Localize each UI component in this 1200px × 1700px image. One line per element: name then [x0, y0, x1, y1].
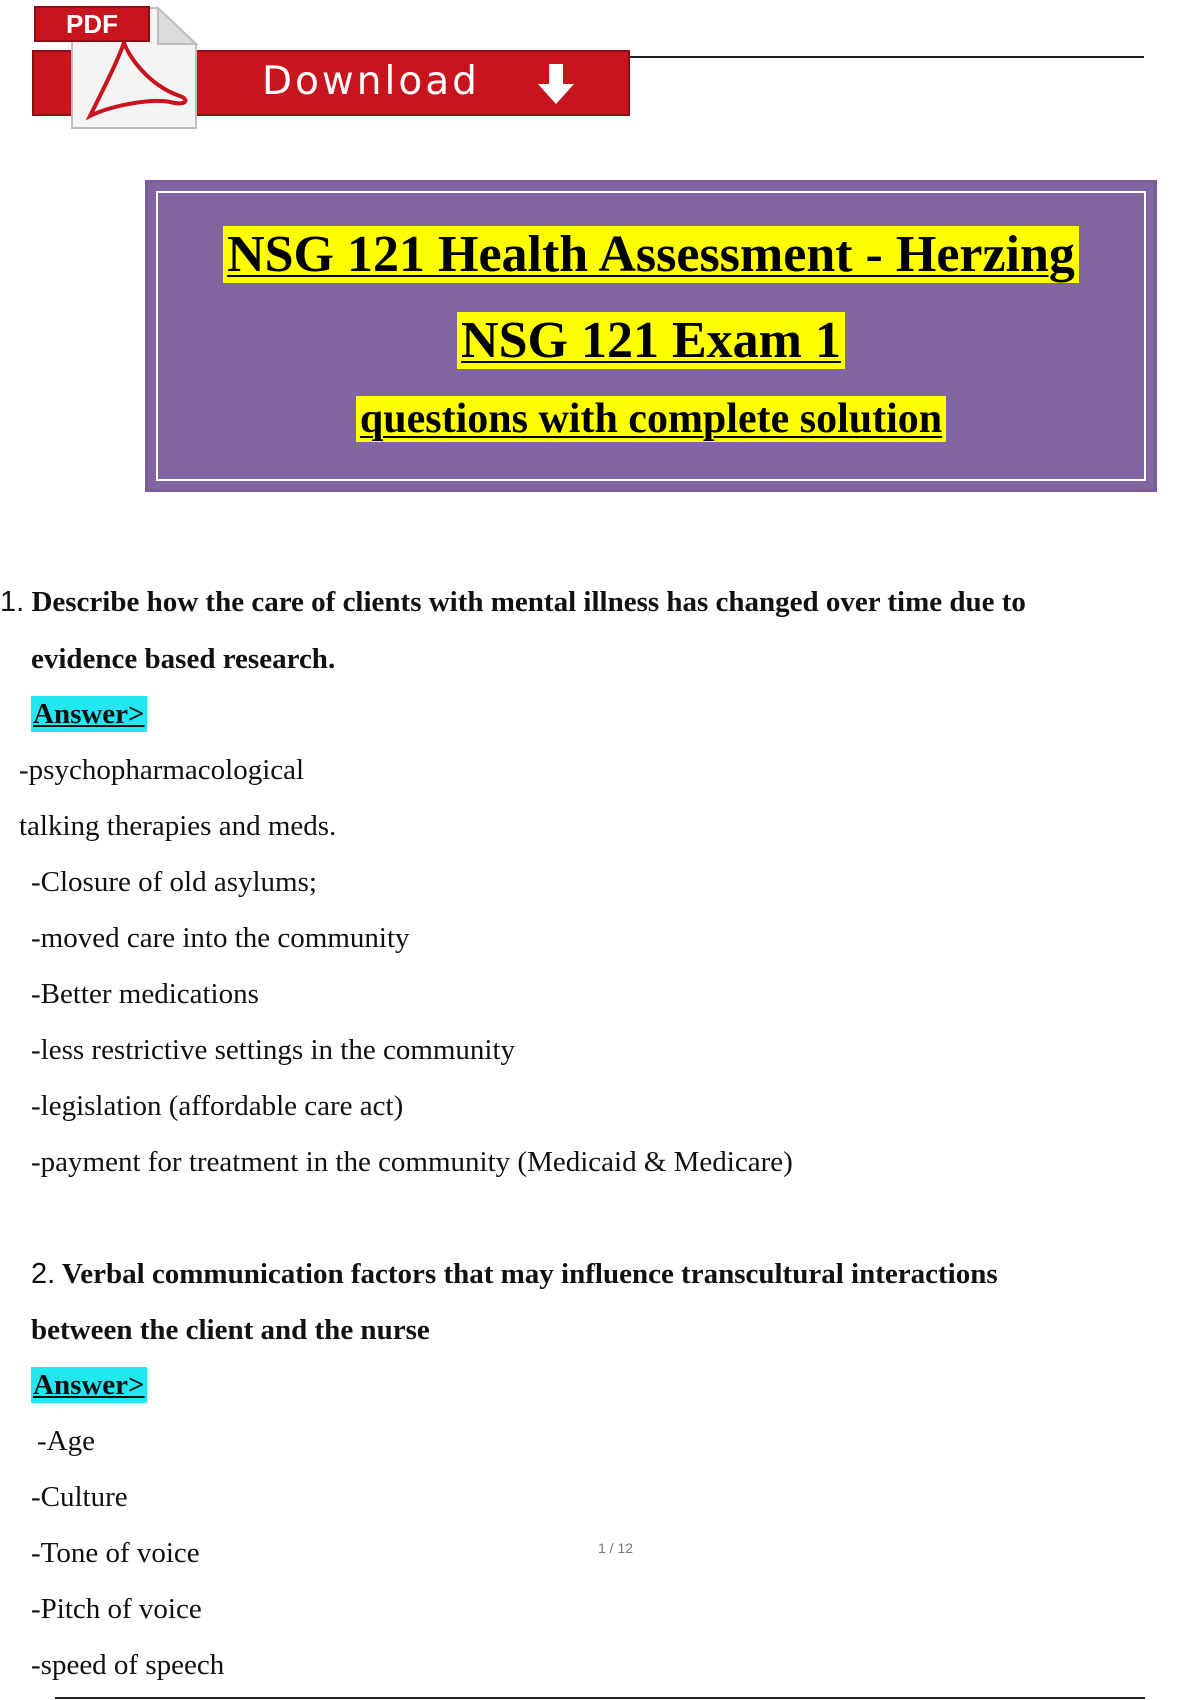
- page-indicator: 1 / 12: [598, 1540, 634, 1556]
- pdf-tag: PDF: [34, 6, 150, 42]
- answer-item: talking therapies and meds.: [19, 810, 337, 842]
- question-number: 2.: [31, 1258, 56, 1290]
- answer-item: -Culture: [31, 1481, 128, 1513]
- answer-item: -moved care into the community: [31, 922, 410, 954]
- answer-item: -legislation (affordable care act): [31, 1090, 404, 1122]
- question-text: Describe how the care of clients with mental illness has changed over time due to: [31, 586, 1026, 618]
- download-label[interactable]: Download: [262, 59, 480, 104]
- course-title: NSG 121 Health Assessment - Herzing: [158, 225, 1144, 284]
- question-text: Verbal communication factors that may influence transcultural interactions: [61, 1258, 998, 1290]
- question-1-line-2: evidence based research.: [31, 643, 336, 675]
- answer-item: -Tone of voice: [31, 1537, 200, 1569]
- answer-item: -Better medications: [31, 978, 259, 1010]
- question-2-line-2: between the client and the nurse: [31, 1314, 430, 1346]
- header-rule: [630, 56, 1144, 58]
- answer-label: Answer>: [33, 698, 145, 730]
- answer-item: -Closure of old asylums;: [31, 866, 317, 898]
- answer-item: -Age: [37, 1425, 95, 1457]
- answer-item: -speed of speech: [31, 1649, 225, 1681]
- exam-title: NSG 121 Exam 1: [158, 311, 1144, 370]
- answer-item: -psychopharmacological: [19, 754, 305, 786]
- question-2: [31, 1246, 998, 1302]
- answer-item: -less restrictive settings in the community: [31, 1034, 516, 1066]
- subtitle: questions with complete solution: [158, 395, 1144, 443]
- title-box: [145, 180, 1157, 492]
- question-1: [0, 574, 1026, 630]
- download-arrow-icon[interactable]: [536, 62, 576, 106]
- answer-item: -payment for treatment in the community (Medicaid & Medicare): [31, 1146, 793, 1178]
- answer-item: -Pitch of voice: [31, 1593, 202, 1625]
- question-number: 1.: [0, 586, 25, 618]
- title-box-inner-border: [156, 191, 1146, 481]
- answer-label: Answer>: [33, 1369, 145, 1401]
- footer-rule: [55, 1697, 1145, 1699]
